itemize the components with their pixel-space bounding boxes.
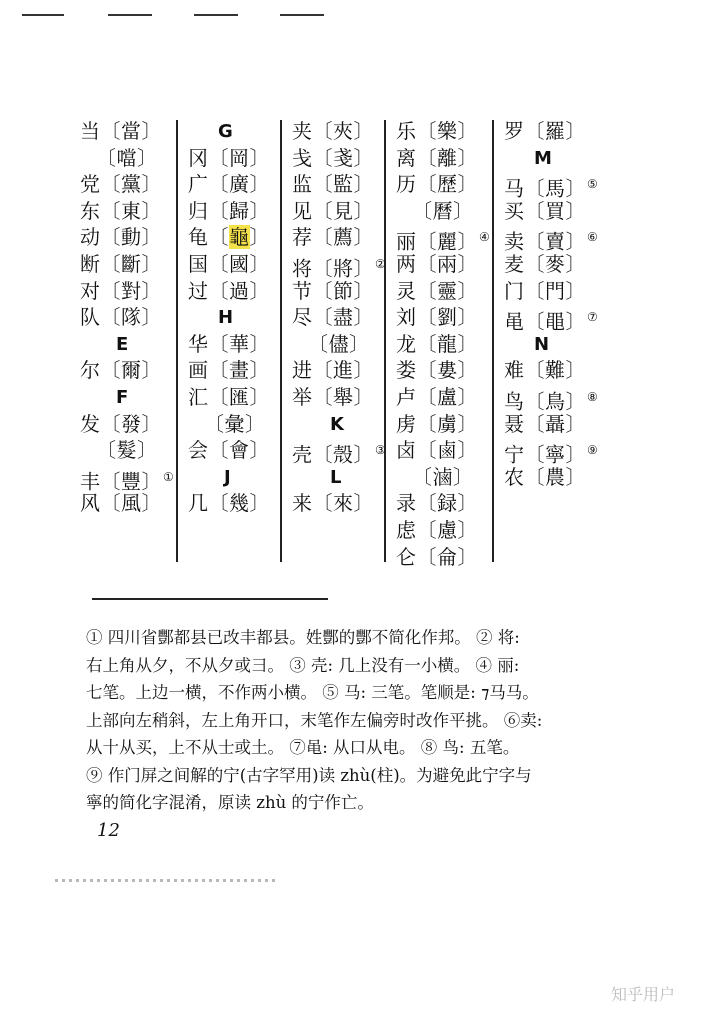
footnote-line: ① 四川省酆都县已改丰都县。姓酆的酆不简化作邦。 ② 将: (86, 628, 520, 647)
top-rule-1 (22, 14, 64, 16)
entry-text: 宁〔寧〕 (504, 442, 586, 467)
watermark: 知乎用户 (611, 985, 676, 1004)
character-entry (292, 198, 374, 224)
character-entry (188, 357, 270, 383)
entry-text: 马〔馬〕 (504, 176, 586, 201)
character-entry (292, 490, 374, 516)
character-entry (292, 437, 386, 468)
character-entry (396, 118, 478, 144)
page-number: 12 (97, 820, 120, 841)
character-entry (188, 437, 270, 463)
footnotes (86, 624, 626, 817)
character-entry (188, 251, 270, 277)
section-letter-j: J (224, 466, 231, 488)
entry-text: 举〔舉〕 (292, 385, 374, 409)
entry-text: 几〔幾〕 (188, 491, 270, 516)
character-entry (504, 251, 586, 277)
character-entry (504, 464, 586, 490)
entry-text: 刘〔劉〕 (396, 305, 478, 330)
entry-text: 离〔離〕 (396, 145, 478, 170)
character-entry (292, 304, 374, 330)
entry-text: 难〔難〕 (504, 358, 586, 383)
entry-text: 动〔動〕 (80, 225, 162, 250)
entry-text: 丰〔豐〕 (80, 469, 162, 494)
footnote-line: 右上角从夕，不从夕或⺕。 ③ 壳: 几上没有一小横。 ④ 丽: (86, 655, 520, 675)
character-entry (188, 224, 270, 250)
character-entry (292, 357, 374, 383)
entry-text: 两〔兩〕 (396, 252, 478, 276)
section-letter-l: L (330, 466, 342, 488)
entry-text: 过〔過〕 (188, 278, 270, 303)
character-entry (80, 251, 162, 277)
character-entry (504, 411, 586, 437)
character-entry (80, 411, 162, 437)
entry-text: 虏〔虜〕 (396, 411, 478, 436)
entry-text: 发〔發〕 (80, 411, 162, 436)
footnote-marker: ③ (375, 443, 387, 458)
entry-text: 娄〔婁〕 (396, 358, 478, 383)
column-separator (384, 120, 386, 562)
section-letter-f: F (116, 387, 129, 408)
character-entry (80, 304, 162, 330)
entry-text: 乐〔樂〕 (396, 119, 478, 143)
character-entry (396, 145, 478, 171)
entry-text: 〔髮〕 (96, 438, 158, 463)
footnote-line: 寧的简化字混淆，原读 zhù 的宁作亡。 (86, 793, 374, 812)
entry-text: 断〔斷〕 (80, 252, 162, 276)
character-entry (80, 357, 162, 383)
column-separator (176, 120, 178, 562)
entry-text: 历〔歷〕 (396, 172, 478, 197)
character-entry (292, 118, 374, 144)
character-entry (80, 490, 162, 516)
character-entry (308, 331, 370, 357)
entry-text: 虑〔慮〕 (396, 518, 478, 542)
entry-text: 〔曆〕 (412, 198, 474, 223)
footnote-marker: ⑦ (587, 310, 599, 325)
character-entry (80, 171, 162, 197)
character-entry (80, 278, 162, 304)
entry-text: 尔〔爾〕 (80, 358, 162, 383)
column-separator (280, 120, 282, 562)
top-rule-4 (280, 14, 324, 16)
entry-text: 卖〔賣〕 (504, 230, 586, 255)
entry-text: 丽〔麗〕 (396, 230, 478, 255)
entry-text-rest: 〕 (249, 225, 270, 250)
top-rule-3 (194, 14, 238, 16)
character-entry (292, 145, 374, 171)
character-entry (396, 278, 478, 304)
entry-text: 广〔廣〕 (188, 172, 270, 197)
character-entry (396, 171, 478, 197)
character-entry (396, 517, 478, 543)
footnote-line: 从十从买，上不从士或土。 ⑦黾: 从口从电。 ⑧ 鸟: 五笔。 (86, 738, 520, 757)
entry-text: 龙〔龍〕 (396, 331, 478, 356)
footnote-marker: ⑥ (587, 230, 599, 245)
character-entry (504, 357, 586, 383)
character-entry (188, 490, 270, 516)
entry-text: 会〔會〕 (188, 438, 270, 463)
character-entry (412, 198, 474, 224)
footnote-line: 七笔。上边一横，不作两小横。 ⑤ 马: 三笔。笔顺是: ⁊马马。 (86, 683, 539, 702)
character-entry (396, 411, 478, 437)
entry-text: 对〔對〕 (80, 278, 162, 303)
entry-text: 门〔門〕 (504, 278, 586, 303)
character-entry (96, 437, 158, 463)
column-separator (492, 120, 494, 562)
section-letter-g: G (218, 121, 233, 142)
character-entry (396, 544, 478, 570)
entry-text: 卢〔盧〕 (396, 385, 478, 409)
character-entry (504, 198, 586, 224)
character-entry (292, 224, 374, 250)
entry-text: 队〔隊〕 (80, 305, 162, 330)
entry-text: 壳〔殼〕 (292, 442, 374, 467)
entry-text: 冈〔岡〕 (188, 145, 270, 170)
character-entry (396, 437, 478, 463)
section-letter-n: N (534, 333, 550, 355)
footnote-marker: ⑧ (587, 390, 599, 404)
footnote-marker: ① (163, 469, 175, 484)
entry-text: 画〔畫〕 (188, 358, 270, 383)
entry-text: 夹〔夾〕 (292, 119, 374, 143)
entry-text: 龟〔 (188, 225, 229, 250)
character-entry (188, 198, 270, 224)
entry-text: 仑〔侖〕 (396, 544, 478, 569)
footnote-marker: ⑤ (587, 177, 599, 192)
character-entry (396, 251, 478, 277)
footnote-line: 上部向左稍斜，左上角开口，末笔作左偏旁时改作平挑。 ⑥卖: (86, 710, 543, 730)
character-entry (188, 384, 270, 410)
entry-text: 当〔當〕 (80, 119, 162, 143)
character-entry (396, 331, 478, 357)
entry-text: 黾〔黽〕 (504, 309, 586, 334)
top-rule-2 (108, 14, 152, 16)
entry-text: 尽〔盡〕 (292, 305, 374, 330)
section-letter-k: K (330, 413, 344, 435)
entry-text: 汇〔匯〕 (188, 385, 270, 409)
character-entry (188, 171, 270, 197)
character-entry (188, 278, 270, 304)
entry-text: 归〔歸〕 (188, 198, 270, 223)
character-entry (80, 224, 162, 250)
entry-text: 东〔東〕 (80, 198, 162, 223)
character-entry (396, 384, 478, 410)
entry-text: 录〔録〕 (396, 491, 478, 516)
entry-text: 来〔來〕 (292, 491, 374, 516)
section-letter-h: H (218, 307, 234, 329)
character-entry (396, 357, 478, 383)
entry-text: 节〔節〕 (292, 278, 374, 303)
highlighted-character: 龜 (229, 225, 250, 250)
entry-text: 进〔進〕 (292, 358, 374, 383)
footnote-line: ⑨ 作门屏之间解的宁(古字罕用)读 zhù(柱)。为避免此宁字与 (86, 765, 532, 785)
entry-text: 麦〔麥〕 (504, 252, 586, 276)
entry-text: 〔滷〕 (412, 464, 474, 489)
character-entry (504, 118, 586, 144)
entry-text: 华〔華〕 (188, 331, 270, 356)
scan-smudge (55, 879, 275, 882)
character-entry (396, 304, 478, 330)
character-entry (292, 278, 374, 304)
entry-text: 〔儘〕 (308, 331, 370, 356)
entry-text: 〔彙〕 (204, 411, 266, 436)
entry-text: 农〔農〕 (504, 464, 586, 489)
character-entry (96, 145, 158, 171)
entry-text: 卤〔鹵〕 (396, 438, 478, 463)
footnote-marker: ② (375, 257, 387, 271)
entry-text: 罗〔羅〕 (504, 119, 586, 143)
character-entry (412, 464, 474, 490)
character-entry (204, 411, 266, 437)
character-entry (188, 331, 270, 357)
entry-text: 买〔買〕 (504, 198, 586, 223)
section-letter-m: M (534, 147, 552, 169)
entry-text: 荐〔薦〕 (292, 225, 374, 250)
entry-text: 灵〔靈〕 (396, 278, 478, 303)
entry-text: 聂〔聶〕 (504, 411, 586, 436)
section-letter-e: E (116, 333, 129, 355)
character-entry (396, 490, 478, 516)
entry-text: 党〔黨〕 (80, 172, 162, 197)
footnote-rule (92, 598, 328, 600)
character-entry (504, 304, 598, 335)
entry-text: 戋〔戔〕 (292, 145, 374, 170)
footnote-marker: ⑨ (587, 443, 599, 458)
entry-text: 将〔將〕 (292, 256, 374, 281)
character-entry (188, 145, 270, 171)
entry-text: 鸟〔鳥〕 (504, 389, 586, 414)
character-entry (292, 384, 374, 410)
entry-text: 见〔見〕 (292, 198, 374, 223)
entry-text: 国〔國〕 (188, 252, 270, 276)
footnote-marker: ④ (479, 230, 491, 245)
character-entry (504, 278, 586, 304)
character-entry (80, 198, 162, 224)
entry-text: 监〔監〕 (292, 172, 374, 197)
entry-text: 〔噹〕 (96, 145, 158, 170)
character-entry (292, 171, 374, 197)
entry-text: 风〔風〕 (80, 491, 162, 516)
character-entry (80, 118, 162, 144)
